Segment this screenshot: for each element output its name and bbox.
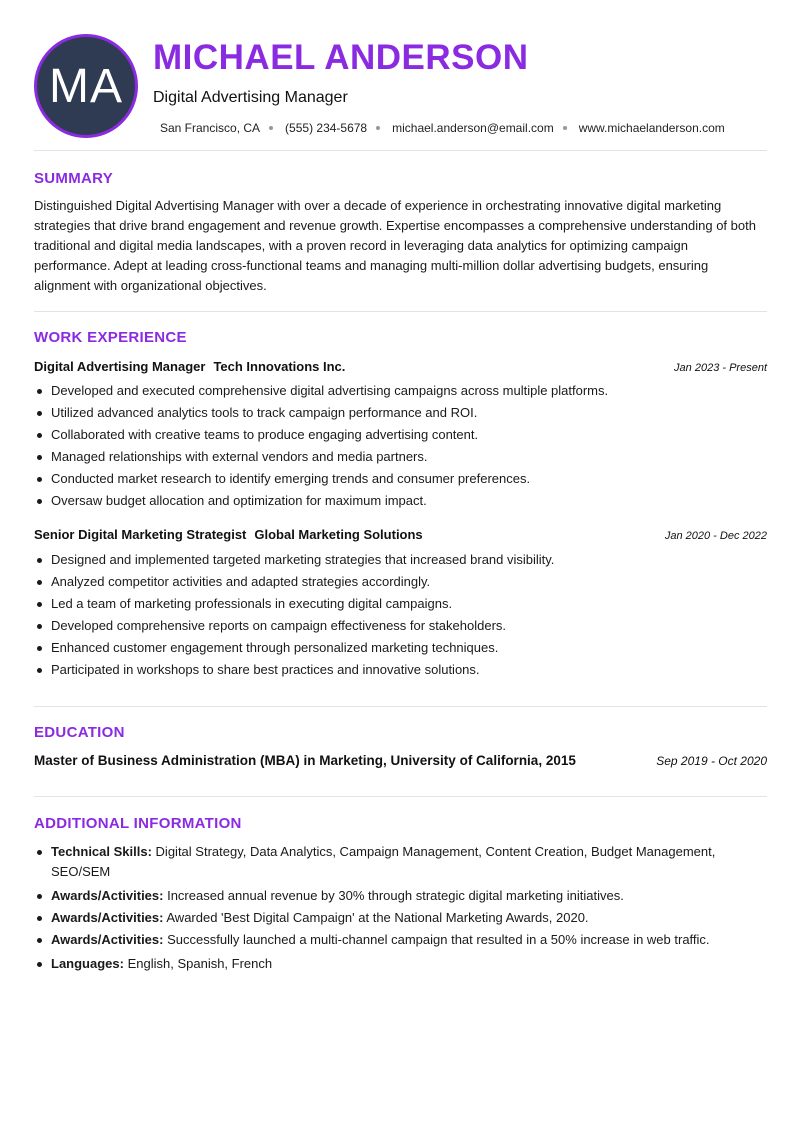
- job-bullets: [34, 549, 767, 681]
- job-dates: Jan 2023 - Present: [674, 362, 767, 374]
- job-company: Global Marketing Solutions: [254, 527, 423, 542]
- divider: [34, 311, 767, 312]
- divider: [34, 796, 767, 797]
- job-header: [34, 527, 767, 542]
- item-text: Digital Strategy, Data Analytics, Campaign Management, Content Creation, Budget Management, SEO/SEM: [51, 844, 716, 879]
- list-item: [34, 908, 767, 928]
- candidate-title: Digital Advertising Manager: [153, 89, 348, 106]
- list-item: Analyzed competitor activities and adapted strategies accordingly.: [34, 571, 767, 593]
- list-item: Designed and implemented targeted marketing strategies that increased brand visibility.: [34, 549, 767, 571]
- summary-text: Distinguished Digital Advertising Manager with over a decade of experience in orchestrating innovative digital marketing strategies that drive brand engagement and revenue growth. Expertise encompasses a comprehensive understanding of both traditional and digital media landscapes, with a proven record in leveraging data analytics for optimizing campaign performance. Adept at leading cross-functional teams and managing multi-million dollar advertising budgets, ensuring alignment with organizational objectives.: [34, 198, 756, 293]
- list-item: Developed and executed comprehensive digital advertising campaigns across multiple platforms.: [34, 380, 767, 402]
- job-role: Senior Digital Marketing Strategist: [34, 527, 247, 542]
- item-text: Awarded 'Best Digital Campaign' at the National Marketing Awards, 2020.: [166, 910, 589, 925]
- education-dates: Sep 2019 - Oct 2020: [656, 754, 767, 768]
- education-heading: EDUCATION: [34, 724, 125, 741]
- list-item: Managed relationships with external vendors and media partners.: [34, 446, 767, 468]
- education-entry: [34, 753, 767, 768]
- additional-info-list: [34, 842, 767, 976]
- list-item: [34, 886, 767, 906]
- job-company: Tech Innovations Inc.: [213, 359, 346, 374]
- dot-separator-icon: [376, 126, 380, 130]
- avatar: [34, 34, 138, 138]
- job-bullets: [34, 380, 767, 512]
- list-item: [34, 954, 767, 974]
- candidate-name: MICHAEL ANDERSON: [153, 38, 529, 77]
- contact-location: San Francisco, CA: [160, 121, 261, 135]
- item-label: Awards/Activities:: [51, 932, 164, 947]
- item-text: English, Spanish, French: [127, 956, 273, 971]
- job-dates: Jan 2020 - Dec 2022: [664, 530, 767, 542]
- job-title: [34, 359, 345, 374]
- list-item: Collaborated with creative teams to produce engaging advertising content.: [34, 424, 767, 446]
- education-degree: Master of Business Administration (MBA) in Marketing, University of California, 2015: [34, 753, 576, 768]
- summary-heading: SUMMARY: [34, 170, 114, 187]
- job-header: [34, 359, 767, 374]
- divider: [34, 706, 767, 707]
- work-experience-heading: WORK EXPERIENCE: [34, 329, 187, 346]
- dot-separator-icon: [563, 126, 567, 130]
- list-item: Enhanced customer engagement through personalized marketing techniques.: [34, 637, 767, 659]
- contact-phone: (555) 234-5678: [285, 121, 368, 135]
- list-item: Developed comprehensive reports on campaign effectiveness for stakeholders.: [34, 615, 767, 637]
- job-role: Digital Advertising Manager: [34, 359, 206, 374]
- contact-bar: [160, 121, 725, 135]
- list-item: Conducted market research to identify emerging trends and consumer preferences.: [34, 468, 767, 490]
- divider: [34, 150, 767, 151]
- job-title: [34, 527, 423, 542]
- resume-header: [0, 0, 800, 150]
- contact-website[interactable]: www.michaelanderson.com: [578, 121, 725, 135]
- item-text: Successfully launched a multi-channel campaign that resulted in a 50% increase in web traffic.: [167, 932, 710, 947]
- dot-separator-icon: [269, 126, 273, 130]
- item-label: Technical Skills:: [51, 844, 152, 859]
- item-label: Awards/Activities:: [51, 888, 164, 903]
- list-item: Led a team of marketing professionals in executing digital campaigns.: [34, 593, 767, 615]
- item-label: Languages:: [51, 956, 124, 971]
- list-item: Participated in workshops to share best practices and innovative solutions.: [34, 659, 767, 681]
- item-text: Increased annual revenue by 30% through strategic digital marketing initiatives.: [167, 888, 624, 903]
- contact-email[interactable]: michael.anderson@email.com: [392, 121, 554, 135]
- avatar-initials: MA: [49, 59, 123, 113]
- list-item: [34, 930, 767, 950]
- list-item: [34, 842, 767, 882]
- item-label: Awards/Activities:: [51, 910, 164, 925]
- additional-info-heading: ADDITIONAL INFORMATION: [34, 815, 242, 832]
- list-item: Utilized advanced analytics tools to track campaign performance and ROI.: [34, 402, 767, 424]
- list-item: Oversaw budget allocation and optimization for maximum impact.: [34, 490, 767, 512]
